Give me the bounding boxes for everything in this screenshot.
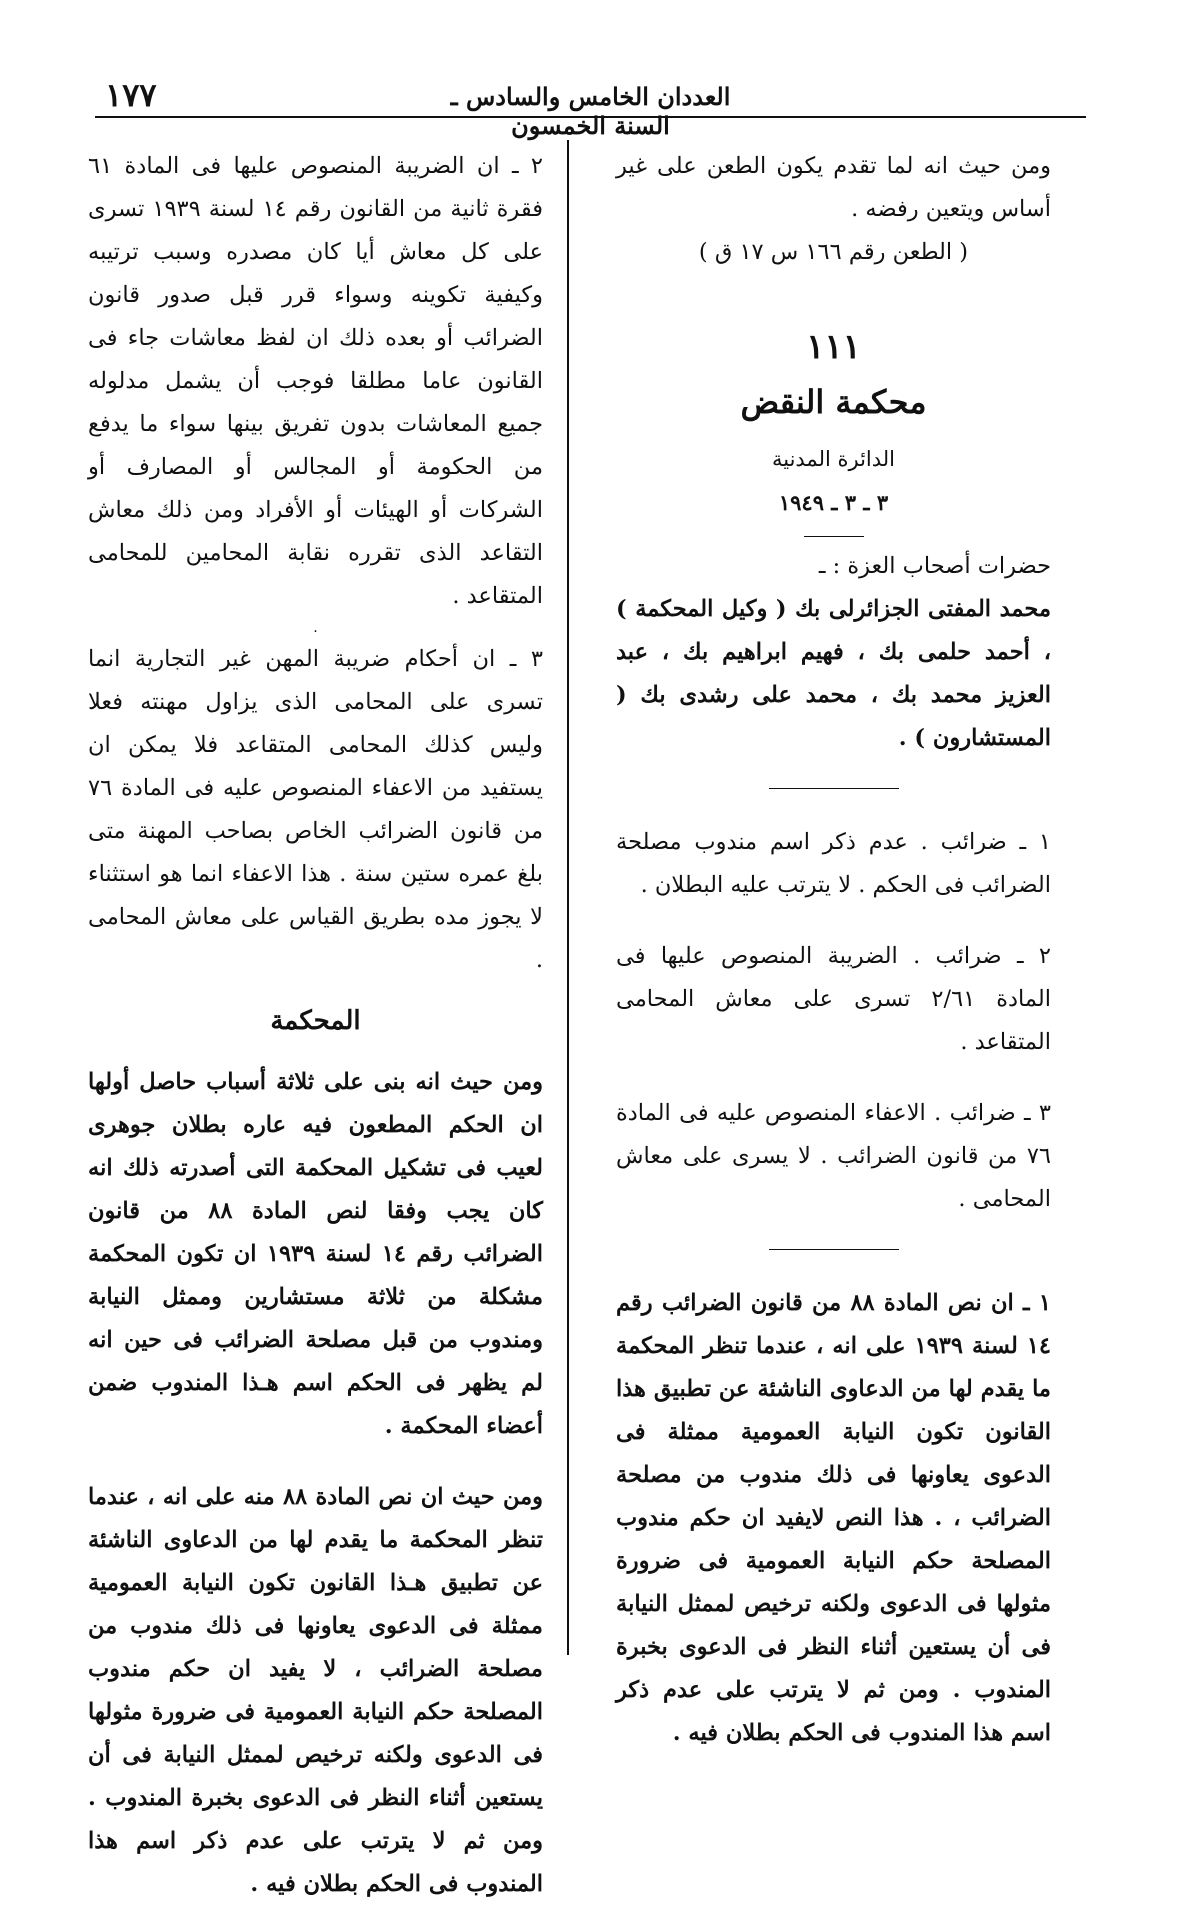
judges-label: حضرات أصحاب العزة : ـ: [818, 553, 1051, 579]
summary-item: ١ ـ ضرائب . عدم ذكر اسم مندوب مصلحة الضرائب فى الحكم . لا يترتب عليه البطلان .: [616, 829, 1051, 898]
case-number: ١١١: [806, 327, 861, 367]
summary-item: ٣ ـ ضرائب . الاعفاء المنصوص عليه فى المادة ٧٦ من قانون الضرائب . لا يسرى على معاش المحامى .: [616, 1100, 1051, 1212]
principles-rule: [769, 1249, 899, 1250]
principle-paragraph: ١ ـ ان نص المادة ٨٨ من قانون الضرائب رقم ١٤ لسنة ١٩٣٩ على انه ، عندما تنظر المحكمة ما يقدم لها من الدعاوى الناشئة عن تطبيق هذا القانون تكون النيابة العمومية ممثلة فى الدعوى يعاونها فى ذلك مندوب من مصلحة الضرائب ، . هذا النص لايفيد ان حكم مندوب المصلحة حكم النيابة العمومية فى ضرورة مثولها فى الدعوى ولكنه ترخيص لممثل النيابة فى أن يستعين أثناء النظر فى الدعوى بخبرة المندوب . ومن ثم لا يترتب على عدم ذكر اسم هذا المندوب فى الحكم بطلان فيه .: [616, 1290, 1051, 1746]
column-divider: [567, 140, 569, 1655]
body-paragraph: ومن حيث انه بنى على ثلاثة أسباب حاصل أولها ان الحكم المطعون فيه عاره بطلان جوهرى لعيب فى تشكيل المحكمة التى أصدرته ذلك انه كان يجب وفقا لنص المادة ٨٨ من قانون الضرائب رقم ١٤ لسنة ١٩٣٩ ان تكون المحكمة مشكلة من ثلاثة مستشارين وممثل النيابة ومندوب من قبل مصلحة الضرائب فى حين انه لم يظهر فى الحكم اسم هـذا المندوب ضمن أعضاء المحكمة .: [88, 1069, 544, 1439]
right-column: [616, 145, 1051, 1755]
closing-paragraph: ومن حيث انه لما تقدم يكون الطعن على غير أساس ويتعين رفضه .: [616, 153, 1051, 222]
running-title: العددان الخامس والسادس ـ السنة الخمسون: [450, 82, 731, 140]
judges-list: محمد المفتى الجزائرلى بك ( وكيل المحكمة ) ، أحمد حلمى بك ، فهيم ابراهيم بك ، عبد العزيز محمد بك ، محمد على رشدى بك ( المستشارون ) .: [616, 596, 1051, 751]
page-number: ١٧٧: [105, 76, 157, 114]
principle-paragraph: ٢ ـ ان الضريبة المنصوص عليها فى المادة ٦١ فقرة ثانية من القانون رقم ١٤ لسنة ١٩٣٩ تسرى على كل معاش أيا كان مصدره وسبب ترتيبه وكيفية تكوينه وسواء قرر قبل صدور قانون الضرائب أو بعده ذلك ان لفظ معاشات جاء فى القانون عاما مطلقا فوجب أن يشمل مدلوله جميع المعاشات بدون تفريق بينها سواء ما يدفع من الحكومة أو المجالس أو المصارف أو الشركات أو الهيئات أو الأفراد ومن ذلك معاش التقاعد الذى تقرره نقابة المحامين للمحامى المتقاعد .: [88, 153, 543, 609]
principle-paragraph: ٣ ـ ان أحكام ضريبة المهن غير التجارية انما تسرى على المحامى الذى يزاول مهنته فعلا وليس كذلك المحامى المتقاعد فلا يمكن ان يستفيد من الاعفاء المنصوص عليه فى المادة ٧٦ من قانون الضرائب الخاص بصاحب المهنة متى بلغ عمره ستين سنة . هذا الاعفاء انما هو استثناء لا يجوز مده بطريق القياس على معاش المحامى .: [88, 646, 543, 973]
court-name: محكمة النقض: [740, 383, 927, 421]
summary-item: ٢ ـ ضرائب . الضريبة المنصوص عليها فى المادة ٢/٦١ تسرى على معاش المحامى المتقاعد .: [616, 943, 1051, 1055]
header-rule: [95, 116, 1086, 118]
body-paragraph: ومن حيث ان نص المادة ٨٨ منه على انه ، عندما تنظر المحكمة ما يقدم لها من الدعاوى الناشئة عن تطبيق هـذا القانون تكون النيابة العمومية ممثلة فى الدعوى يعاونها فى ذلك مندوب من مصلحة الضرائب ، لا يفيد ان حكم مندوب المصلحة حكم النيابة العمومية فى ضرورة مثولها فى الدعوى ولكنه ترخيص لممثل النيابة فى أن يستعين أثناء النظر فى الدعوى بخبرة المندوب . ومن ثم لا يترتب على عدم ذكر اسم هذا المندوب فى الحكم بطلان فيه .: [88, 1484, 543, 1897]
circuit-name: الدائرة المدنية: [771, 447, 896, 471]
summary-rule: [769, 788, 899, 789]
left-column: ٢ ـ ان الضريبة المنصوص عليها فى المادة ٦١ فقرة ثانية من القانون رقم ١٤ لسنة ١٩٣٩ تسرى على كل معاش أيا كان مصدره وسبب ترتيبه وكيفية تكوينه وسواء قرر قبل صدور قانون الضرائب أو بعده ذلك ان لفظ معاشات جاء فى القانون عاما مطلقا فوجب أن يشمل مدلوله جميع المعاشات بدون تفريق بينها سواء ما يدفع من الحكومة أو المجالس أو المصارف أو الشركات أو الهيئات أو الأفراد ومن ذلك معاش التقاعد الذى تقرره نقابة المحامين للمحامى المتقاعد . . ٣ ـ ان أحكام ضريبة المهن غير التجارية انما تسرى على المحامى الذى يزاول مهنته فعلا وليس كذلك المحامى المتقاعد فلا يمكن ان يستفيد من الاعفاء المنصوص عليه فى المادة ٧٦ من قانون الضرائب الخاص بصاحب المهنة متى بلغ عمره ستين سنة . هذا الاعفاء انما هو استثناء لا يجوز مده بطريق القياس على معاش المحامى . المحكمة ومن حيث انه بنى على ثلاثة أسباب حاصل أولها ان الحكم المطعون فيه عاره بطلان جوهرى لعيب فى تشكيل المحكمة التى أصدرته ذلك انه كان يجب وفقا لنص المادة ٨٨ من قانون الضرائب رقم ١٤ لسنة ١٩٣٩ ان تكون المحكمة مشكلة من ثلاثة مستشارين وممثل النيابة ومندوب من قبل مصلحة الضرائب فى حين انه لم يظهر فى الحكم اسم هـذا المندوب ضمن أعضاء المحكمة . ومن حيث ان نص المادة ٨٨ منه على انه ، عندما تنظر المحكمة ما يقدم لها من الدعاوى الناشئة عن تطبيق هـذا القانون تكون النيابة العمومية ممثلة فى الدعوى يعاونها فى ذلك مندوب من مصلحة الضرائب ، لا يفيد ان حكم مندوب المصلحة حكم النيابة العمومية فى ضرورة مثولها فى الدعوى ولكنه ترخيص لممثل النيابة فى أن يستعين أثناء النظر فى الدعوى بخبرة المندوب . ومن ثم لا يترتب على عدم ذكر اسم هذا المندوب فى الحكم بطلان فيه .: [88, 145, 543, 1906]
section-heading: المحكمة: [270, 1006, 361, 1036]
appeal-reference: ( الطعن رقم ١٦٦ س ١٧ ق ): [698, 239, 969, 265]
session-date: ٣ ـ ٣ ـ ١٩٤٩: [778, 490, 889, 515]
section-rule: [804, 536, 864, 537]
page-header: [95, 62, 1086, 140]
